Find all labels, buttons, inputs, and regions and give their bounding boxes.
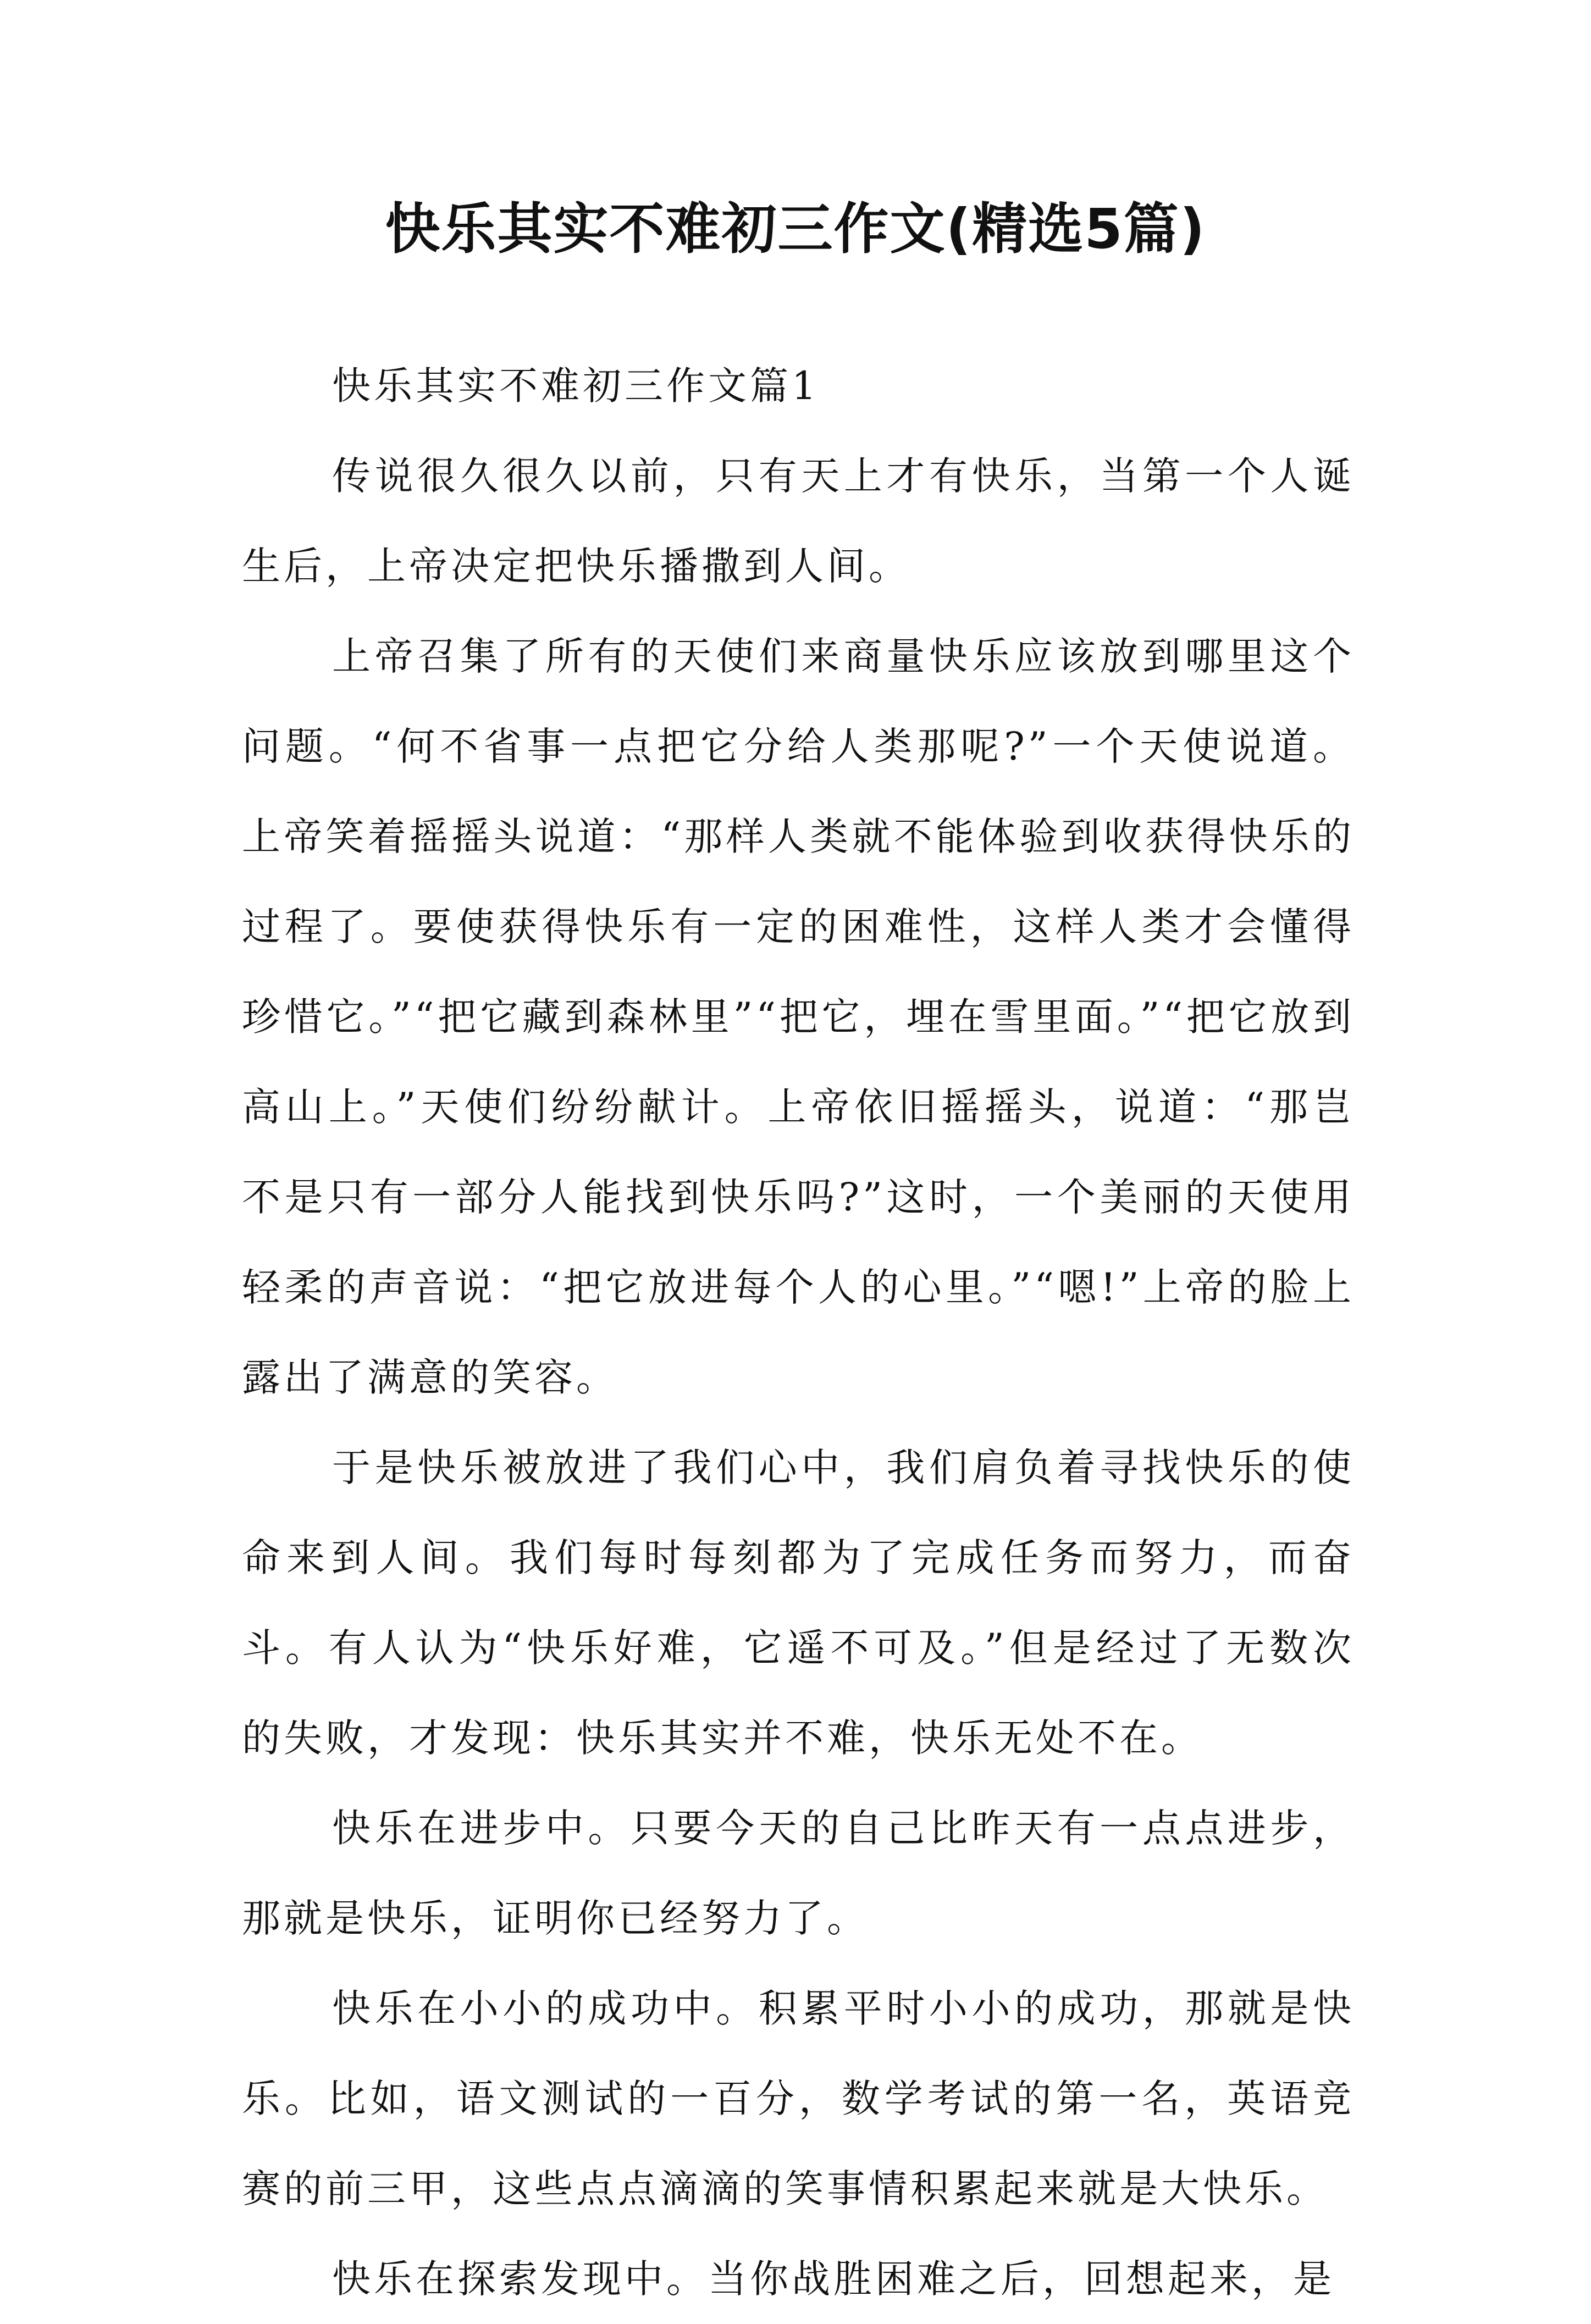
paragraph: 于是快乐被放进了我们心中，我们肩负着寻找快乐的使命来到人间。我们每时每刻都为了完成任务而努力，而奋斗。有人认为“快乐好难，它遥不可及。”但是经过了无数次的失败，才发现：快乐其实并不难，快乐无处不在。: [242, 1445, 1355, 1761]
section-heading: 快乐其实不难初三作文篇1: [332, 363, 820, 408]
paragraph: 快乐在进步中。只要今天的自己比昨天有一点点进步，那就是快乐，证明你已经努力了。: [242, 1806, 1355, 1941]
paragraph: 快乐在小小的成功中。积累平时小小的成功，那就是快乐。比如，语文测试的一百分，数学考试的第一名，英语竞赛的前三甲，这些点点滴滴的笑事情积累起来就是大快乐。: [242, 1986, 1355, 2211]
document-body: [242, 341, 1355, 2324]
paragraph: 快乐在探索发现中。当你战胜困难之后，回想起来，是: [332, 2256, 1335, 2301]
document-title: 快乐其实不难初三作文(精选5篇): [385, 197, 1206, 261]
paragraph: 传说很久很久以前，只有天上才有快乐，当第一个人诞生后，上帝决定把快乐播撒到人间。: [242, 453, 1355, 589]
paragraph: 上帝召集了所有的天使们来商量快乐应该放到哪里这个问题。“何不省事一点把它分给人类那呢?”一个天使说道。上帝笑着摇摇头说道：“那样人类就不能体验到收获得快乐的过程了。要使获得快乐有一定的困难性，这样人类才会懂得珍惜它。”“把它藏到森林里”“把它，埋在雪里面。”“把它放到高山上。”天使们纷纷献计。上帝依旧摇摇头，说道：“那岂不是只有一部分人能找到快乐吗?”这时，一个美丽的天使用轻柔的声音说：“把它放进每个人的心里。”“嗯!”上帝的脸上露出了满意的笑容。: [242, 634, 1355, 1400]
